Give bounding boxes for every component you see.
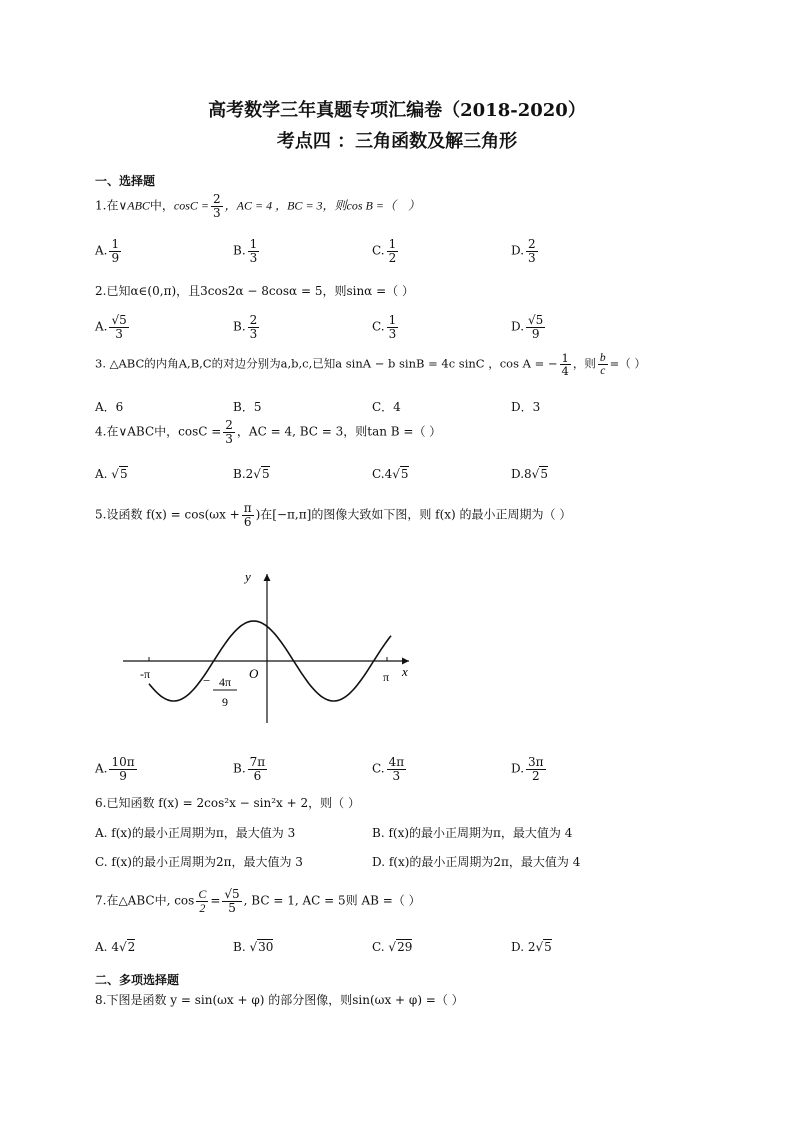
pi-label: π xyxy=(383,670,390,684)
q7-option-d[interactable]: D. 2√5 xyxy=(511,940,552,954)
q3-option-a[interactable]: A．6 xyxy=(95,400,124,414)
q1-option-a[interactable]: A. $\frac{1}{9}$ xyxy=(95,237,120,265)
question-8: 8.下图是函数 y = sin(ωx + φ) 的部分图像，则sin(ωx + φ) =（ ） xyxy=(95,993,464,1007)
q5-option-a[interactable]: A. $\frac{10\pi}{9}$ xyxy=(95,755,135,783)
question-3: 3. △ABC的内角A,B,C的对边分别为a,b,c,已知a sinA − b sinB = 4c sinC ，cos A = − $\frac{1}{4}$ ，则 $\frac{b}{c}$ =（ ） xyxy=(95,351,646,379)
q5-option-c[interactable]: C. $\frac{4\pi}{3}$ xyxy=(372,755,405,783)
question-2: 2.已知α∈(0,π)，且3cos2α − 8cosα = 5，则sinα =（ ） xyxy=(95,284,414,298)
title-line-2: 考点四 ：三角函数及解三角形 xyxy=(276,131,518,152)
q1-option-c[interactable]: C. $\frac{1}{2}$ xyxy=(372,237,397,265)
q2-option-b[interactable]: B. $\frac{2}{3}$ xyxy=(233,313,258,341)
section-heading-multiple-choice: 二、多项选择题 xyxy=(95,973,180,987)
question-6: 6.已知函数 f(x) = 2cos²x − sin²x + 2，则（ ） xyxy=(95,796,360,810)
mark-sign: − xyxy=(203,673,211,688)
q5-option-d[interactable]: D. $\frac{3\pi}{2}$ xyxy=(511,755,544,783)
question-7: 7.在△ABC中, cos $\frac{C}{2}$ = $\frac{√5}{5}$ , BC = 1, AC = 5则 AB =（ ） xyxy=(95,887,421,915)
cosine-graph xyxy=(115,560,420,735)
question-4: 4.在∨ABC中，cosC = $\frac{2}{3}$ ，AC = 4, BC = 3，则tan B =（ ） xyxy=(95,418,442,446)
origin-label: O xyxy=(249,666,259,681)
q3-option-b[interactable]: B．5 xyxy=(233,400,262,414)
question-5: 5.设函数 f(x) = cos(ωx + $\frac{\pi}{6}$ )在[−π,π]的图像大致如下图，则 f(x) 的最小正周期为（ ） xyxy=(95,501,572,529)
x-axis-label: x xyxy=(402,664,408,679)
y-axis-label: y xyxy=(245,569,251,584)
section-heading-choice: 一、选择题 xyxy=(95,174,156,188)
q7-option-c[interactable]: C. √29 xyxy=(372,940,413,954)
mark-denominator: 9 xyxy=(222,695,228,709)
q1-option-b[interactable]: B. $\frac{1}{3}$ xyxy=(233,237,258,265)
q4-option-b[interactable]: B.2√5 xyxy=(233,467,270,481)
q2-option-d[interactable]: D. $\frac{√5}{9}$ xyxy=(511,313,544,341)
q6-option-d[interactable]: D. f(x)的最小正周期为2π，最大值为 4 xyxy=(372,855,581,869)
q5-option-b[interactable]: B. $\frac{7\pi}{6}$ xyxy=(233,755,266,783)
q2-option-c[interactable]: C. $\frac{1}{3}$ xyxy=(372,313,397,341)
q3-option-c[interactable]: C．4 xyxy=(372,400,401,414)
title-line-1: 高考数学三年真题专项汇编卷（2018-2020） xyxy=(208,100,586,121)
q2-option-a[interactable]: A. $\frac{√5}{3}$ xyxy=(95,313,127,341)
q6-option-b[interactable]: B. f(x)的最小正周期为π，最大值为 4 xyxy=(372,826,573,840)
q6-option-c[interactable]: C. f(x)的最小正周期为2π，最大值为 3 xyxy=(95,855,303,869)
q4-option-c[interactable]: C.4√5 xyxy=(372,467,409,481)
mark-numerator: 4π xyxy=(218,675,232,689)
q4-option-a[interactable]: A. √5 xyxy=(95,467,128,481)
q1-option-d[interactable]: D. $\frac{2}{3}$ xyxy=(511,237,536,265)
question-1: 1.在∨ABC中，cosC = $\frac{2}{3}$ ，AC = 4 ，BC = 3，则cos B =（ ） xyxy=(95,192,420,220)
q7-option-b[interactable]: B. √30 xyxy=(233,940,274,954)
neg-pi-label: -π xyxy=(140,667,151,681)
q7-option-a[interactable]: A. 4√2 xyxy=(95,940,136,954)
q6-option-a[interactable]: A. f(x)的最小正周期为π，最大值为 3 xyxy=(95,826,296,840)
q4-option-d[interactable]: D.8√5 xyxy=(511,467,548,481)
q3-option-d[interactable]: D．3 xyxy=(511,400,541,414)
